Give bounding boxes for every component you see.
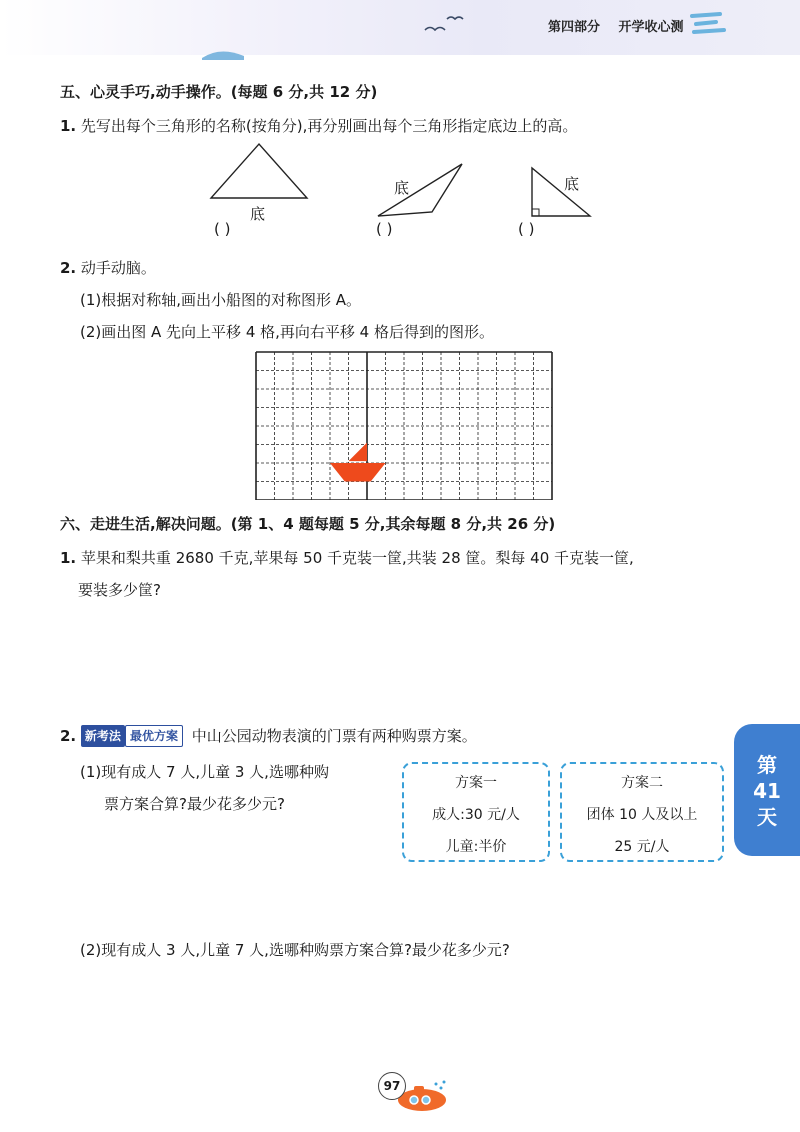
bird-icon xyxy=(446,14,464,23)
s6-q2-sub1-line2: 票方案合算?最少花多少元? xyxy=(104,795,285,813)
header-part: 第四部分 xyxy=(548,20,601,35)
header-test-name: 开学收心测 xyxy=(618,20,684,35)
s6-q1-line2: 要装多少筐? xyxy=(78,581,161,599)
s6-q2 xyxy=(60,725,477,747)
triangle1-answer-blank[interactable]: ( ) xyxy=(214,220,231,238)
day-tab-char1: 第 xyxy=(757,753,777,777)
bird-icon xyxy=(424,24,446,34)
badge-best-plan: 最优方案 xyxy=(125,725,183,747)
page-number: 97 xyxy=(378,1072,406,1100)
plan1-line2: 儿童:半价 xyxy=(445,839,507,855)
s5-q2 xyxy=(60,258,156,278)
header-logo-icon xyxy=(690,10,726,36)
wave-icon xyxy=(200,46,250,60)
s6-q1-line1 xyxy=(60,548,634,568)
triangle3-answer-blank[interactable]: ( ) xyxy=(518,220,535,238)
header-title xyxy=(548,16,684,35)
triangle2-base-label: 底 xyxy=(394,179,410,197)
s5-q1-number: 1. xyxy=(60,117,77,135)
drawing-grid[interactable] xyxy=(254,350,554,500)
s6-q2-sub1-line1: (1)现有成人 7 人,儿童 3 人,选哪种购 xyxy=(80,763,329,781)
s6-q2-number: 2. xyxy=(60,727,77,745)
triangle1-base-label: 底 xyxy=(250,205,266,223)
plan2-box xyxy=(560,762,724,862)
s5-q2-sub1: (1)根据对称轴,画出小船图的对称图形 A。 xyxy=(80,291,362,309)
s6-q2-sub2: (2)现有成人 3 人,儿童 7 人,选哪种购票方案合算?最少花多少元? xyxy=(80,941,510,959)
triangle3-base-label: 底 xyxy=(564,175,580,193)
boat-sail xyxy=(349,443,368,462)
triangle-obtuse-wide xyxy=(205,138,315,204)
boat-hull xyxy=(330,463,386,482)
triangle-obtuse xyxy=(372,160,468,220)
section6-title: 六、走进生活,解决问题。(第 1、4 题每题 5 分,其余每题 8 分,共 26 分) xyxy=(60,515,556,533)
plan1-title: 方案一 xyxy=(455,775,497,791)
s6-q2-text: 中山公园动物表演的门票有两种购票方案。 xyxy=(191,727,477,745)
s5-q1-text: 先写出每个三角形的名称(按角分),再分别画出每个三角形指定底边上的高。 xyxy=(80,117,578,135)
day-tab-char3: 天 xyxy=(757,805,777,829)
badge-new-method: 新考法 xyxy=(81,725,125,747)
plan1-line1: 成人:30 元/人 xyxy=(432,807,520,823)
plan2-title: 方案二 xyxy=(621,775,663,791)
triangle-right xyxy=(526,164,598,222)
s6-q1-text: 苹果和梨共重 2680 千克,苹果每 50 千克装一筐,共装 28 筐。梨每 40 千克装一筐, xyxy=(80,549,634,567)
s5-q1 xyxy=(60,116,577,136)
plan1-box xyxy=(402,762,550,862)
triangle2-answer-blank[interactable]: ( ) xyxy=(376,220,393,238)
s5-q2-title: 动手动脑。 xyxy=(80,259,156,277)
s5-q2-sub2: (2)画出图 A 先向上平移 4 格,再向右平移 4 格后得到的图形。 xyxy=(80,323,494,341)
plan2-line1: 团体 10 人及以上 xyxy=(586,807,698,823)
s5-q2-number: 2. xyxy=(60,259,77,277)
day-tab-number: 41 xyxy=(753,779,781,803)
section5-title: 五、心灵手巧,动手操作。(每题 6 分,共 12 分) xyxy=(60,83,378,101)
plan2-line2: 25 元/人 xyxy=(614,839,670,855)
s6-q1-number: 1. xyxy=(60,549,77,567)
day-tab xyxy=(734,724,800,856)
